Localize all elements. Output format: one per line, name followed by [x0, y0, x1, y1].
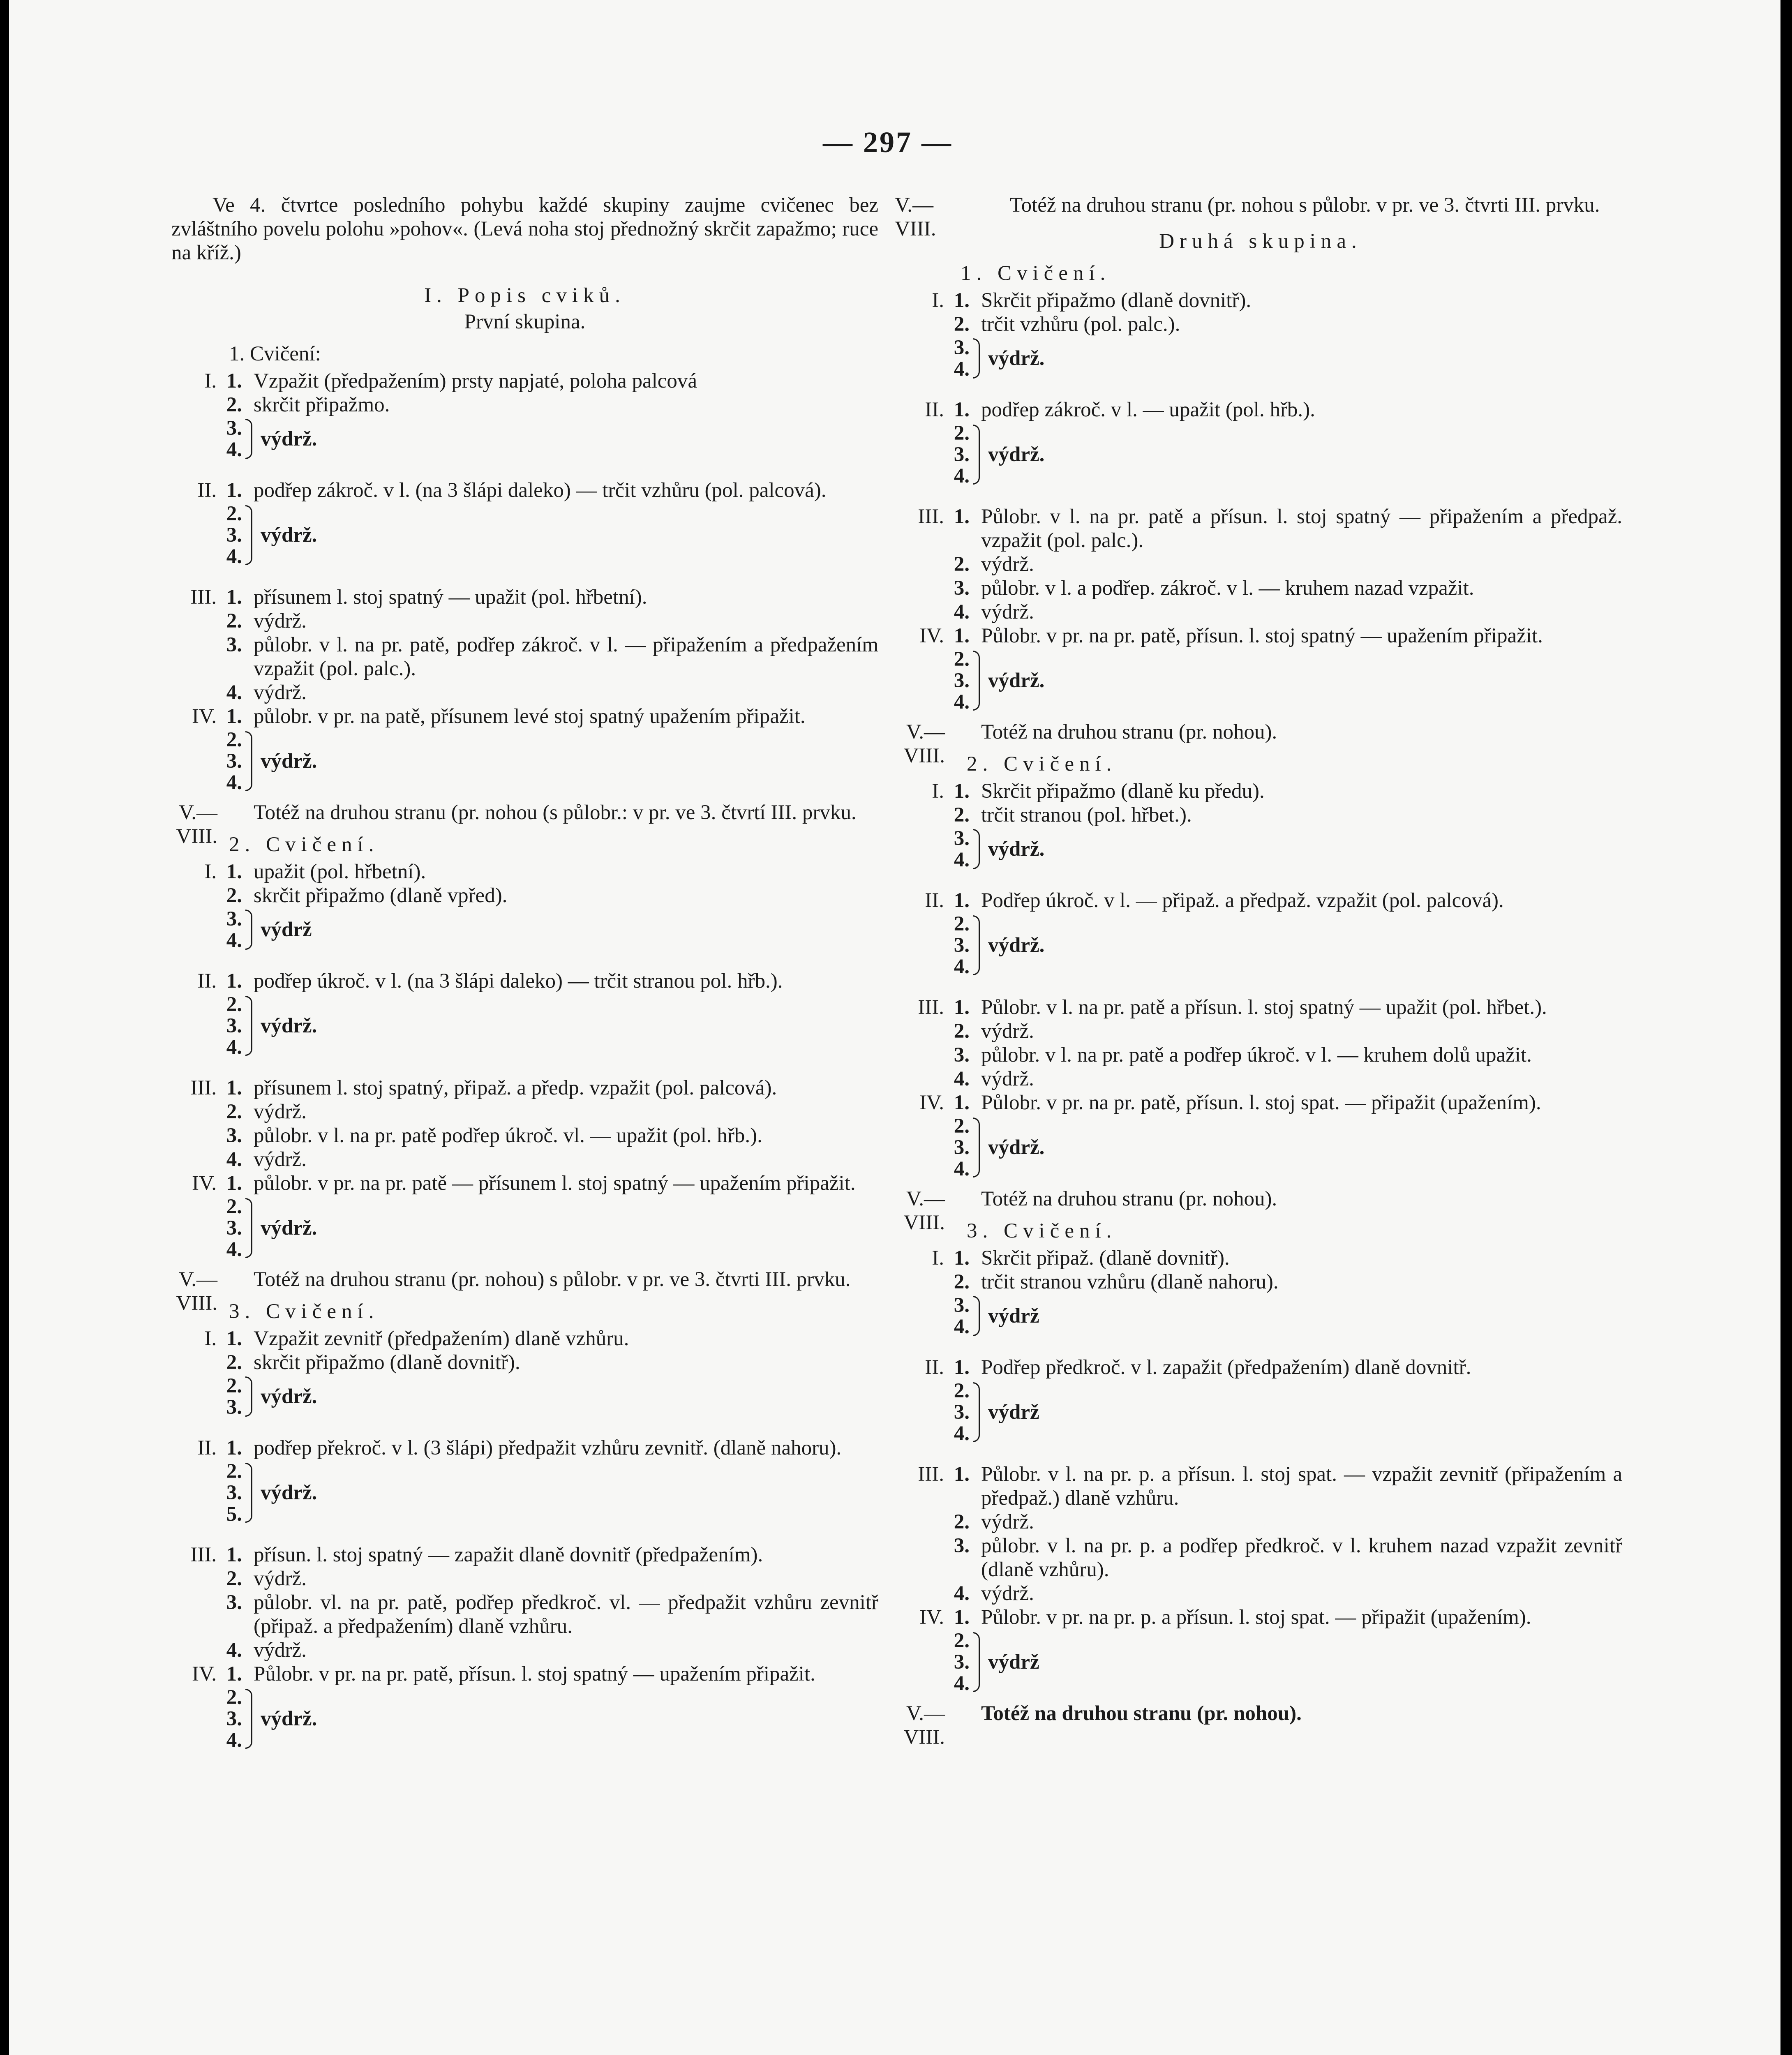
exercise-line: V.—VIII. Totéž na druhou stranu (pr. nohou (s půlobr.: v pr. ve 3. čtvrtí III. prvku.: [176, 801, 857, 848]
hold-block: 2. 3. výdrž.: [226, 1374, 317, 1419]
exercise-line: 2. výdrž.: [226, 1100, 307, 1123]
exercise-line: IV. 1. půlobr. v pr. na pr. patě — přísunem l. stoj spatný — upažením připažit.: [192, 1172, 856, 1195]
exercise-line: III. 1. přísun. l. stoj spatný — zapažit dlaně dovnitř (předpažením).: [190, 1543, 763, 1566]
exercise-line: I. 1. Vzpažit zevnitř (předpažením) dlaně vzhůru.: [204, 1327, 629, 1350]
brace-icon: [245, 1463, 252, 1523]
exercise-line: 4. výdrž.: [954, 1067, 1034, 1090]
brace-icon: [245, 1689, 252, 1749]
group-title-first: První skupina.: [464, 310, 586, 333]
exercise-line: II. 1. Podřep předkroč. v l. zapažit (předpažením) dlaně dovnitř.: [925, 1356, 1471, 1379]
hold-block: 3. 4. výdrž: [954, 1294, 1039, 1338]
exercise-line: 3. půlobr. v l. na pr. patě podřep úkroč. vl. — upažit (pol. hřb.).: [226, 1124, 762, 1147]
exercise-heading: 3. Cvičení.: [229, 1300, 379, 1323]
exercise-line: 2. výdrž.: [226, 610, 307, 633]
exercise-line: II. 1. podřep úkroč. v l. (na 3 šlápi daleko) — trčit stranou pol. hřb.).: [197, 970, 783, 993]
section-title: I. Popis cviků.: [424, 284, 626, 307]
exercise-line: 3. půlobr. vl. na pr. patě, podřep předkroč. vl. — předpažit vzhůru zevnitř (připaž. a předpažením) dlaně vzhůru.: [226, 1591, 878, 1638]
exercise-line: IV. 1. Půlobr. v pr. na pr. p. a přísun. l. stoj spat. — připažit (upažením).: [919, 1606, 1531, 1629]
hold-block: 2. 3. 4. výdrž.: [954, 1115, 1045, 1180]
exercise-line: I. 1. Skrčit připaž. (dlaně dovnitř).: [932, 1247, 1230, 1270]
brace-icon: [245, 505, 252, 565]
brace-icon: [973, 1382, 980, 1442]
exercise-line: III. 1. přísunem l. stoj spatný, připaž. a předp. vzpažit (pol. palcová).: [190, 1076, 777, 1099]
hold-block: 2. 3. 4. výdrž.: [226, 1195, 317, 1261]
group-title-second: Druhá skupina.: [1159, 230, 1362, 253]
brace-icon: [245, 910, 252, 950]
exercise-heading: 2. Cvičení.: [967, 753, 1117, 776]
exercise-line: III. 1. Půlobr. v l. na pr. patě a přísun. l. stoj spatný — připažením a předpaž. vzpažit (pol. palc.).: [918, 505, 1622, 552]
exercise-line: II. 1. podřep překroč. v l. (3 šlápi) předpažit vzhůru zevnitř. (dlaně nahoru).: [197, 1436, 842, 1459]
exercise-line: V.—VIII. Totéž na druhou stranu (pr. nohou).: [903, 1187, 1277, 1234]
hold-block: 2. 3. 5. výdrž.: [226, 1460, 317, 1526]
exercise-line: 2. výdrž.: [954, 553, 1034, 576]
hold-block: 2. 3. 4. výdrž: [954, 1629, 1039, 1695]
hold-block: 3. 4. výdrž.: [954, 827, 1045, 871]
exercise-line: 2. trčit vzhůru (pol. palc.).: [954, 313, 1180, 336]
exercise-line: 4. výdrž.: [954, 1582, 1034, 1605]
brace-icon: [973, 1296, 980, 1336]
hold-block: 2. 3. 4. výdrž.: [954, 648, 1045, 713]
exercise-line: 4. výdrž.: [954, 600, 1034, 623]
brace-icon: [245, 419, 252, 459]
exercise-line: IV. 1. Půlobr. v pr. na pr. patě, přísun. l. stoj spatný — upažením připažit.: [192, 1662, 815, 1686]
page: [9, 0, 1780, 2055]
exercise-line: III. 1. Půlobr. v l. na pr. p. a přísun. l. stoj spat. — vzpažit zevnitř (připažením a předpaž.) dlaně vzhůru.: [918, 1463, 1622, 1510]
hold-block: 2. 3. 4. výdrž: [954, 1379, 1039, 1445]
exercise-heading: 3. Cvičení.: [967, 1219, 1117, 1242]
exercise-line: 4. výdrž.: [226, 1639, 307, 1662]
exercise-line: 2. skrčit připažmo.: [226, 393, 390, 416]
brace-icon: [973, 338, 980, 379]
page-number: — 297 —: [823, 126, 953, 159]
exercise-line: 2. skrčit připažmo (dlaně dovnitř).: [226, 1351, 520, 1374]
intro-paragraph: Ve 4. čtvrtce posledního pohybu každé skupiny zaujme cvičenec bez zvláštního povelu polohu »pohov«. (Levá noha stoj přednožný skrčit zapažmo; ruce na kříž.): [171, 194, 878, 264]
exercise-line: II. 1. podřep zákroč. v l. — upažit (pol. hřb.).: [925, 398, 1315, 421]
exercise-line: 3. půlobr. v l. a podřep. zákroč. v l. — kruhem nazad vzpažit.: [954, 577, 1474, 600]
exercise-line: 4. výdrž.: [226, 1148, 307, 1171]
exercise-line: II. 1. Podřep úkroč. v l. — připaž. a předpaž. vzpažit (pol. palcová).: [925, 889, 1504, 912]
brace-icon: [973, 425, 980, 485]
brace-icon: [973, 915, 980, 975]
brace-icon: [245, 1198, 252, 1258]
brace-icon: [973, 651, 980, 711]
brace-icon: [245, 996, 252, 1056]
exercise-line: I. 1. Skrčit připažmo (dlaně dovnitř).: [932, 289, 1252, 312]
exercise-line: 2. skrčit připažmo (dlaně vpřed).: [226, 884, 508, 907]
brace-icon: [245, 731, 252, 791]
exercise-line: IV. 1. Půlobr. v pr. na pr. patě, přísun. l. stoj spat. — připažit (upažením).: [919, 1091, 1541, 1114]
exercise-line: 3. půlobr. v l. na pr. patě, podřep zákroč. v l. — připažením a předpažením vzpažit (pol. palc.).: [226, 633, 878, 680]
exercise-line: V.—VIII. Totéž na druhou stranu (pr. nohou s půlobr. v pr. ve 3. čtvrti III. prvku.: [895, 194, 1600, 240]
exercise-line: I. 1. Vzpažit (předpažením) prsty napjaté, poloha palcová: [204, 369, 697, 393]
exercise-line: V.—VIII. Totéž na druhou stranu (pr. nohou).: [903, 1702, 1302, 1749]
exercise-line: 3. půlobr. v l. na pr. patě a podřep úkroč. v l. — kruhem dolů upažit.: [954, 1044, 1532, 1067]
exercise-line: IV. 1. půlobr. v pr. na patě, přísunem levé stoj spatný upažením připažit.: [192, 705, 806, 728]
exercise-line: III. 1. Půlobr. v l. na pr. patě a přísun. l. stoj spatný — upažit (pol. hřbet.).: [918, 996, 1547, 1019]
exercise-line: 4. výdrž.: [226, 681, 307, 704]
left-column: [171, 193, 878, 1756]
exercise-line: I. 1. upažit (pol. hřbetní).: [204, 860, 426, 883]
hold-block: 3. 4. výdrž.: [954, 336, 1045, 381]
brace-icon: [245, 1376, 252, 1417]
exercise-line: III. 1. přísunem l. stoj spatný — upažit (pol. hřbetní).: [190, 586, 647, 609]
hold-block: 2. 3. 4. výdrž.: [226, 1686, 317, 1752]
exercise-line: V.—VIII. Totéž na druhou stranu (pr. nohou) s půlobr. v pr. ve 3. čtvrti III. prvku.: [176, 1268, 851, 1315]
brace-icon: [973, 1118, 980, 1178]
hold-block: 2. 3. 4. výdrž.: [226, 502, 317, 568]
brace-icon: [973, 829, 980, 869]
exercise-line: 3. půlobr. v l. na pr. p. a podřep předkroč. v l. kruhem nazad vzpažit zevnitř (dlaně vzhůru).: [954, 1534, 1622, 1581]
exercise-line: IV. 1. Půlobr. v pr. na pr. patě, přísun. l. stoj spatný — upažením připažit.: [919, 624, 1543, 647]
hold-block: 3. 4. výdrž.: [226, 417, 317, 461]
exercise-line: 2. trčit stranou (pol. hřbet.).: [954, 804, 1192, 827]
exercise-heading: 1. Cvičení:: [229, 342, 321, 365]
hold-block: 2. 3. 4. výdrž.: [954, 422, 1045, 487]
exercise-line: II. 1. podřep zákroč. v l. (na 3 šlápi daleko) — trčit vzhůru (pol. palcová).: [197, 479, 827, 502]
hold-block: 3. 4. výdrž: [226, 907, 312, 952]
exercise-heading: 2. Cvičení.: [229, 833, 379, 856]
exercise-line: 2. výdrž.: [226, 1567, 307, 1590]
exercise-line: 2. trčit stranou vzhůru (dlaně nahoru).: [954, 1270, 1279, 1293]
hold-block: 2. 3. 4. výdrž.: [226, 993, 317, 1059]
exercise-line: V.—VIII. Totéž na druhou stranu (pr. nohou).: [903, 720, 1277, 767]
exercise-line: 2. výdrž.: [954, 1510, 1034, 1533]
hold-block: 2. 3. 4. výdrž.: [226, 728, 317, 794]
brace-icon: [973, 1632, 980, 1692]
right-column: [895, 193, 1622, 1749]
exercise-line: I. 1. Skrčit připažmo (dlaně ku předu).: [932, 780, 1265, 803]
exercise-heading: 1. Cvičení.: [961, 262, 1111, 285]
hold-block: 2. 3. 4. výdrž.: [954, 912, 1045, 978]
exercise-line: 2. výdrž.: [954, 1020, 1034, 1043]
